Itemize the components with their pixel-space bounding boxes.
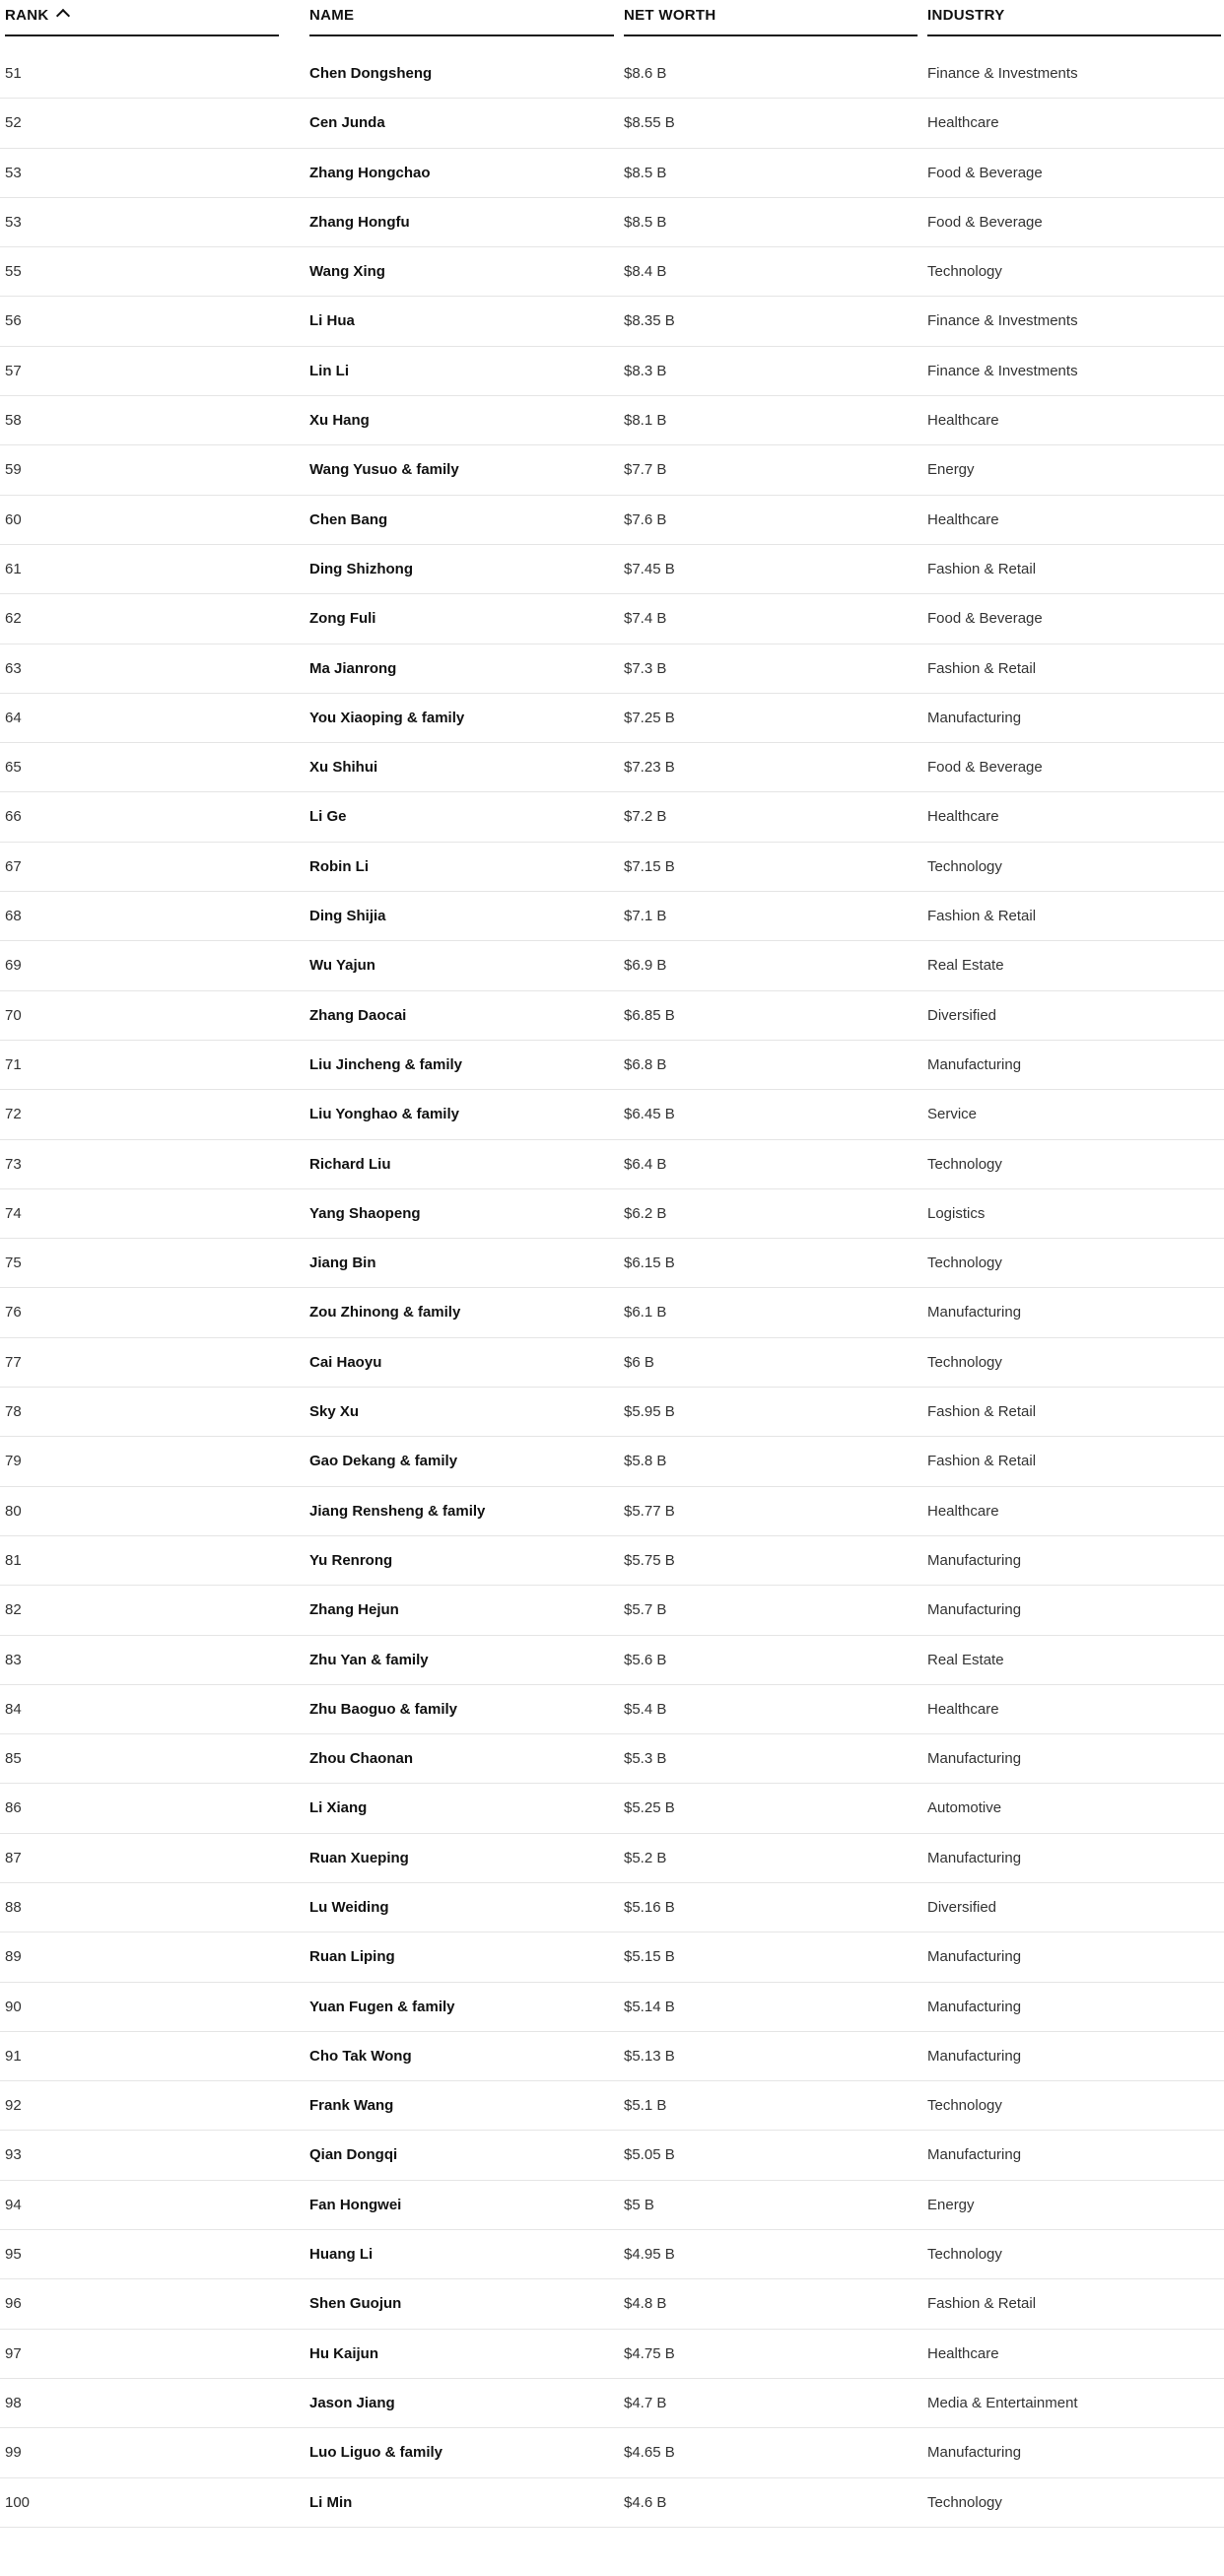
row-rank: 70 [5, 1006, 22, 1024]
table-row[interactable] [0, 1586, 1224, 1635]
row-industry: Manufacturing [927, 2146, 1022, 2164]
row-name[interactable]: Zhang Hongchao [309, 164, 431, 181]
row-rank: 68 [5, 908, 22, 925]
row-net-worth: $7.6 B [624, 510, 667, 528]
row-industry: Logistics [927, 1204, 986, 1222]
row-rank: 84 [5, 1700, 22, 1718]
row-net-worth: $8.6 B [624, 65, 667, 82]
row-industry: Diversified [927, 1006, 997, 1024]
row-name[interactable]: Zhu Baoguo & family [309, 1700, 457, 1718]
row-rank: 79 [5, 1453, 22, 1470]
table-row[interactable] [0, 2330, 1224, 2379]
row-net-worth: $5 B [624, 2196, 654, 2213]
row-industry: Food & Beverage [927, 164, 1043, 181]
row-rank: 85 [5, 1750, 22, 1768]
row-name[interactable]: You Xiaoping & family [309, 709, 465, 726]
row-rank: 60 [5, 510, 22, 528]
row-industry: Finance & Investments [927, 312, 1078, 330]
row-rank: 82 [5, 1601, 22, 1619]
table-row[interactable] [0, 445, 1224, 495]
row-name[interactable]: Gao Dekang & family [309, 1453, 458, 1470]
row-net-worth: $8.5 B [624, 164, 667, 181]
row-net-worth: $4.95 B [624, 2246, 675, 2264]
column-header-industry-label: INDUSTRY [927, 7, 1005, 24]
row-name[interactable]: Cho Tak Wong [309, 2047, 412, 2065]
row-net-worth: $6 B [624, 1353, 654, 1371]
row-rank: 51 [5, 65, 22, 82]
table-row[interactable] [0, 2181, 1224, 2230]
row-rank: 57 [5, 362, 22, 379]
row-net-worth: $7.4 B [624, 610, 667, 628]
row-name[interactable]: Li Ge [309, 808, 347, 826]
row-net-worth: $4.8 B [624, 2295, 667, 2313]
row-name[interactable]: Liu Yonghao & family [309, 1106, 459, 1123]
row-industry: Media & Entertainment [927, 2394, 1078, 2411]
row-net-worth: $5.05 B [624, 2146, 675, 2164]
table-row[interactable] [0, 2379, 1224, 2428]
row-industry: Real Estate [927, 957, 1004, 975]
row-industry: Manufacturing [927, 1055, 1022, 1073]
table-row[interactable] [0, 743, 1224, 792]
row-industry: Manufacturing [927, 1998, 1022, 2015]
row-industry: Fashion & Retail [927, 560, 1037, 577]
row-industry: Manufacturing [927, 2444, 1022, 2462]
row-net-worth: $5.95 B [624, 1403, 675, 1421]
table-row[interactable] [0, 1983, 1224, 2032]
row-name[interactable]: Wang Xing [309, 263, 385, 281]
row-industry: Technology [927, 1254, 1002, 1272]
row-rank: 69 [5, 957, 22, 975]
row-net-worth: $6.2 B [624, 1204, 667, 1222]
table-row[interactable] [0, 1288, 1224, 1337]
row-name[interactable]: Xu Shihui [309, 759, 378, 777]
row-name[interactable]: Richard Liu [309, 1155, 391, 1173]
table-row[interactable] [0, 1437, 1224, 1486]
row-rank: 89 [5, 1948, 22, 1966]
row-net-worth: $5.16 B [624, 1898, 675, 1916]
table-row[interactable] [0, 1041, 1224, 1090]
row-industry: Manufacturing [927, 2047, 1022, 2065]
table-row[interactable] [0, 1834, 1224, 1883]
row-rank: 94 [5, 2196, 22, 2213]
row-name[interactable]: Lu Weiding [309, 1898, 389, 1916]
row-rank: 95 [5, 2246, 22, 2264]
table-row[interactable] [0, 594, 1224, 644]
table-row[interactable] [0, 1734, 1224, 1784]
row-industry: Manufacturing [927, 1304, 1022, 1322]
table-row[interactable] [0, 2131, 1224, 2180]
row-name[interactable]: Chen Dongsheng [309, 65, 433, 82]
row-industry: Service [927, 1106, 978, 1123]
row-name[interactable]: Lin Li [309, 362, 349, 379]
row-industry: Technology [927, 2097, 1002, 2115]
row-industry: Real Estate [927, 1651, 1004, 1668]
row-rank: 97 [5, 2344, 22, 2362]
row-rank: 74 [5, 1204, 22, 1222]
row-industry: Energy [927, 461, 975, 479]
row-rank: 77 [5, 1353, 22, 1371]
row-name[interactable]: Xu Hang [309, 412, 370, 430]
row-net-worth: $8.5 B [624, 213, 667, 231]
row-rank: 71 [5, 1055, 22, 1073]
row-rank: 65 [5, 759, 22, 777]
row-rank: 87 [5, 1849, 22, 1866]
row-rank: 73 [5, 1155, 22, 1173]
table-row[interactable] [0, 1189, 1224, 1239]
row-rank: 90 [5, 1998, 22, 2015]
row-industry: Finance & Investments [927, 65, 1078, 82]
row-net-worth: $5.3 B [624, 1750, 667, 1768]
table-header [0, 0, 1224, 36]
table-row[interactable] [0, 843, 1224, 892]
row-net-worth: $4.75 B [624, 2344, 675, 2362]
table-row[interactable] [0, 1140, 1224, 1189]
table-row[interactable] [0, 297, 1224, 346]
row-industry: Food & Beverage [927, 759, 1043, 777]
row-net-worth: $5.1 B [624, 2097, 667, 2115]
table-row[interactable] [0, 941, 1224, 990]
row-name[interactable]: Wu Yajun [309, 957, 375, 975]
table-row[interactable] [0, 1338, 1224, 1388]
row-net-worth: $5.15 B [624, 1948, 675, 1966]
row-rank: 55 [5, 263, 22, 281]
row-rank: 81 [5, 1551, 22, 1569]
row-rank: 80 [5, 1502, 22, 1520]
row-net-worth: $7.25 B [624, 709, 675, 726]
row-name[interactable]: Zou Zhinong & family [309, 1304, 461, 1322]
row-name[interactable]: Zong Fuli [309, 610, 376, 628]
table-row[interactable] [0, 396, 1224, 445]
column-header-rank[interactable] [5, 0, 279, 36]
row-name[interactable]: Zhu Yan & family [309, 1651, 429, 1668]
chevron-up-icon [55, 9, 69, 23]
row-rank: 88 [5, 1898, 22, 1916]
row-rank: 63 [5, 659, 22, 677]
table-row[interactable] [0, 2279, 1224, 2329]
row-net-worth: $7.23 B [624, 759, 675, 777]
table-row[interactable] [0, 1784, 1224, 1833]
row-net-worth: $5.2 B [624, 1849, 667, 1866]
row-rank: 58 [5, 412, 22, 430]
row-industry: Healthcare [927, 1502, 999, 1520]
row-rank: 75 [5, 1254, 22, 1272]
row-name[interactable]: Sky Xu [309, 1403, 360, 1421]
row-net-worth: $6.45 B [624, 1106, 675, 1123]
table-row[interactable] [0, 644, 1224, 694]
table-row[interactable] [0, 1685, 1224, 1734]
row-rank: 52 [5, 114, 22, 132]
column-header-rank-label: RANK [5, 7, 49, 24]
row-rank: 100 [5, 2493, 31, 2511]
row-rank: 99 [5, 2444, 22, 2462]
row-industry: Healthcare [927, 808, 999, 826]
row-rank: 53 [5, 164, 22, 181]
table-row[interactable] [0, 99, 1224, 148]
row-name[interactable]: Liu Jincheng & family [309, 1055, 463, 1073]
row-net-worth: $7.45 B [624, 560, 675, 577]
table-row[interactable] [0, 49, 1224, 99]
row-name[interactable]: Ma Jianrong [309, 659, 397, 677]
row-name[interactable]: Huang Li [309, 2246, 374, 2264]
table-row[interactable] [0, 545, 1224, 594]
row-name[interactable]: Chen Bang [309, 510, 388, 528]
row-net-worth: $8.3 B [624, 362, 667, 379]
row-name[interactable]: Cai Haoyu [309, 1353, 382, 1371]
table-row[interactable] [0, 347, 1224, 396]
row-net-worth: $4.6 B [624, 2493, 667, 2511]
table-row[interactable] [0, 496, 1224, 545]
row-industry: Fashion & Retail [927, 1403, 1037, 1421]
row-name[interactable]: Shen Guojun [309, 2295, 402, 2313]
table-row[interactable] [0, 1090, 1224, 1139]
row-net-worth: $5.77 B [624, 1502, 675, 1520]
table-row[interactable] [0, 991, 1224, 1041]
row-industry: Fashion & Retail [927, 1453, 1037, 1470]
row-net-worth: $5.4 B [624, 1700, 667, 1718]
row-net-worth: $5.25 B [624, 1799, 675, 1817]
row-name[interactable]: Qian Dongqi [309, 2146, 398, 2164]
row-industry: Manufacturing [927, 1948, 1022, 1966]
row-rank: 93 [5, 2146, 22, 2164]
table-row[interactable] [0, 892, 1224, 941]
row-name[interactable]: Li Hua [309, 312, 355, 330]
row-net-worth: $6.9 B [624, 957, 667, 975]
row-name[interactable]: Li Min [309, 2493, 353, 2511]
row-net-worth: $5.13 B [624, 2047, 675, 2065]
column-header-industry[interactable] [927, 0, 1221, 36]
row-name[interactable]: Ding Shijia [309, 908, 386, 925]
row-name[interactable]: Zhang Hongfu [309, 213, 410, 231]
table-row[interactable] [0, 1883, 1224, 1932]
row-industry: Diversified [927, 1898, 997, 1916]
row-rank: 53 [5, 213, 22, 231]
row-rank: 72 [5, 1106, 22, 1123]
row-industry: Manufacturing [927, 1750, 1022, 1768]
row-net-worth: $4.7 B [624, 2394, 667, 2411]
table-row[interactable] [0, 1932, 1224, 1982]
row-industry: Energy [927, 2196, 975, 2213]
row-net-worth: $5.75 B [624, 1551, 675, 1569]
row-industry: Healthcare [927, 510, 999, 528]
row-net-worth: $5.14 B [624, 1998, 675, 2015]
row-rank: 62 [5, 610, 22, 628]
row-net-worth: $8.55 B [624, 114, 675, 132]
row-industry: Manufacturing [927, 1849, 1022, 1866]
column-header-net-worth[interactable] [624, 0, 918, 36]
row-name[interactable]: Yang Shaopeng [309, 1204, 421, 1222]
row-rank: 64 [5, 709, 22, 726]
table-row[interactable] [0, 247, 1224, 297]
row-name[interactable]: Luo Liguo & family [309, 2444, 442, 2462]
row-industry: Technology [927, 2246, 1002, 2264]
table-row[interactable] [0, 1239, 1224, 1288]
row-net-worth: $7.15 B [624, 857, 675, 875]
row-name[interactable]: Robin Li [309, 857, 369, 875]
row-name[interactable]: Jiang Rensheng & family [309, 1502, 486, 1520]
row-net-worth: $4.65 B [624, 2444, 675, 2462]
table-row[interactable] [0, 2478, 1224, 2528]
row-industry: Technology [927, 263, 1002, 281]
row-industry: Fashion & Retail [927, 908, 1037, 925]
row-industry: Fashion & Retail [927, 2295, 1037, 2313]
table-row[interactable] [0, 1388, 1224, 1437]
row-name[interactable]: Fan Hongwei [309, 2196, 402, 2213]
row-name[interactable]: Zhang Hejun [309, 1601, 399, 1619]
row-net-worth: $6.15 B [624, 1254, 675, 1272]
column-header-name-label: NAME [309, 7, 355, 24]
row-name[interactable]: Ding Shizhong [309, 560, 413, 577]
row-name[interactable]: Jason Jiang [309, 2394, 395, 2411]
row-rank: 86 [5, 1799, 22, 1817]
row-industry: Technology [927, 1155, 1002, 1173]
row-net-worth: $5.8 B [624, 1453, 667, 1470]
table-body [0, 49, 1224, 2528]
table-row[interactable] [0, 694, 1224, 743]
row-industry: Healthcare [927, 2344, 999, 2362]
row-rank: 76 [5, 1304, 22, 1322]
row-net-worth: $7.7 B [624, 461, 667, 479]
row-rank: 61 [5, 560, 22, 577]
row-net-worth: $8.35 B [624, 312, 675, 330]
table-row[interactable] [0, 1636, 1224, 1685]
row-industry: Healthcare [927, 114, 999, 132]
row-industry: Automotive [927, 1799, 1002, 1817]
row-name[interactable]: Hu Kaijun [309, 2344, 378, 2362]
table-row[interactable] [0, 2428, 1224, 2477]
row-industry: Healthcare [927, 1700, 999, 1718]
row-name[interactable]: Yuan Fugen & family [309, 1998, 455, 2015]
row-industry: Finance & Investments [927, 362, 1078, 379]
row-net-worth: $6.8 B [624, 1055, 667, 1073]
row-industry: Technology [927, 857, 1002, 875]
row-name[interactable]: Frank Wang [309, 2097, 394, 2115]
row-industry: Healthcare [927, 412, 999, 430]
table-row[interactable] [0, 2230, 1224, 2279]
table-row[interactable] [0, 1487, 1224, 1536]
row-industry: Technology [927, 1353, 1002, 1371]
row-industry: Technology [927, 2493, 1002, 2511]
column-header-name[interactable] [309, 0, 614, 36]
row-net-worth: $8.1 B [624, 412, 667, 430]
table-row[interactable] [0, 2081, 1224, 2131]
row-name[interactable]: Yu Renrong [309, 1551, 393, 1569]
row-name[interactable]: Wang Yusuo & family [309, 461, 459, 479]
row-industry: Manufacturing [927, 1551, 1022, 1569]
row-name[interactable]: Cen Junda [309, 114, 385, 132]
row-rank: 91 [5, 2047, 22, 2065]
row-net-worth: $6.4 B [624, 1155, 667, 1173]
row-net-worth: $6.1 B [624, 1304, 667, 1322]
row-industry: Fashion & Retail [927, 659, 1037, 677]
row-net-worth: $7.1 B [624, 908, 667, 925]
row-net-worth: $6.85 B [624, 1006, 675, 1024]
row-net-worth: $8.4 B [624, 263, 667, 281]
row-rank: 78 [5, 1403, 22, 1421]
row-net-worth: $7.2 B [624, 808, 667, 826]
row-industry: Manufacturing [927, 709, 1022, 726]
row-rank: 66 [5, 808, 22, 826]
row-name[interactable]: Zhou Chaonan [309, 1750, 413, 1768]
table-row[interactable] [0, 198, 1224, 247]
row-rank: 56 [5, 312, 22, 330]
row-net-worth: $7.3 B [624, 659, 667, 677]
row-rank: 96 [5, 2295, 22, 2313]
row-rank: 59 [5, 461, 22, 479]
row-industry: Manufacturing [927, 1601, 1022, 1619]
row-rank: 98 [5, 2394, 22, 2411]
row-name[interactable]: Ruan Xueping [309, 1849, 409, 1866]
row-rank: 67 [5, 857, 22, 875]
row-industry: Food & Beverage [927, 213, 1043, 231]
row-net-worth: $5.6 B [624, 1651, 667, 1668]
row-industry: Food & Beverage [927, 610, 1043, 628]
table-row[interactable] [0, 792, 1224, 842]
row-net-worth: $5.7 B [624, 1601, 667, 1619]
row-rank: 83 [5, 1651, 22, 1668]
table-row[interactable] [0, 149, 1224, 198]
table-row[interactable] [0, 2032, 1224, 2081]
row-name[interactable]: Jiang Bin [309, 1254, 376, 1272]
row-name[interactable]: Zhang Daocai [309, 1006, 407, 1024]
table-row[interactable] [0, 1536, 1224, 1586]
row-name[interactable]: Ruan Liping [309, 1948, 395, 1966]
row-name[interactable]: Li Xiang [309, 1799, 368, 1817]
column-header-net-worth-label: NET WORTH [624, 7, 716, 24]
row-rank: 92 [5, 2097, 22, 2115]
